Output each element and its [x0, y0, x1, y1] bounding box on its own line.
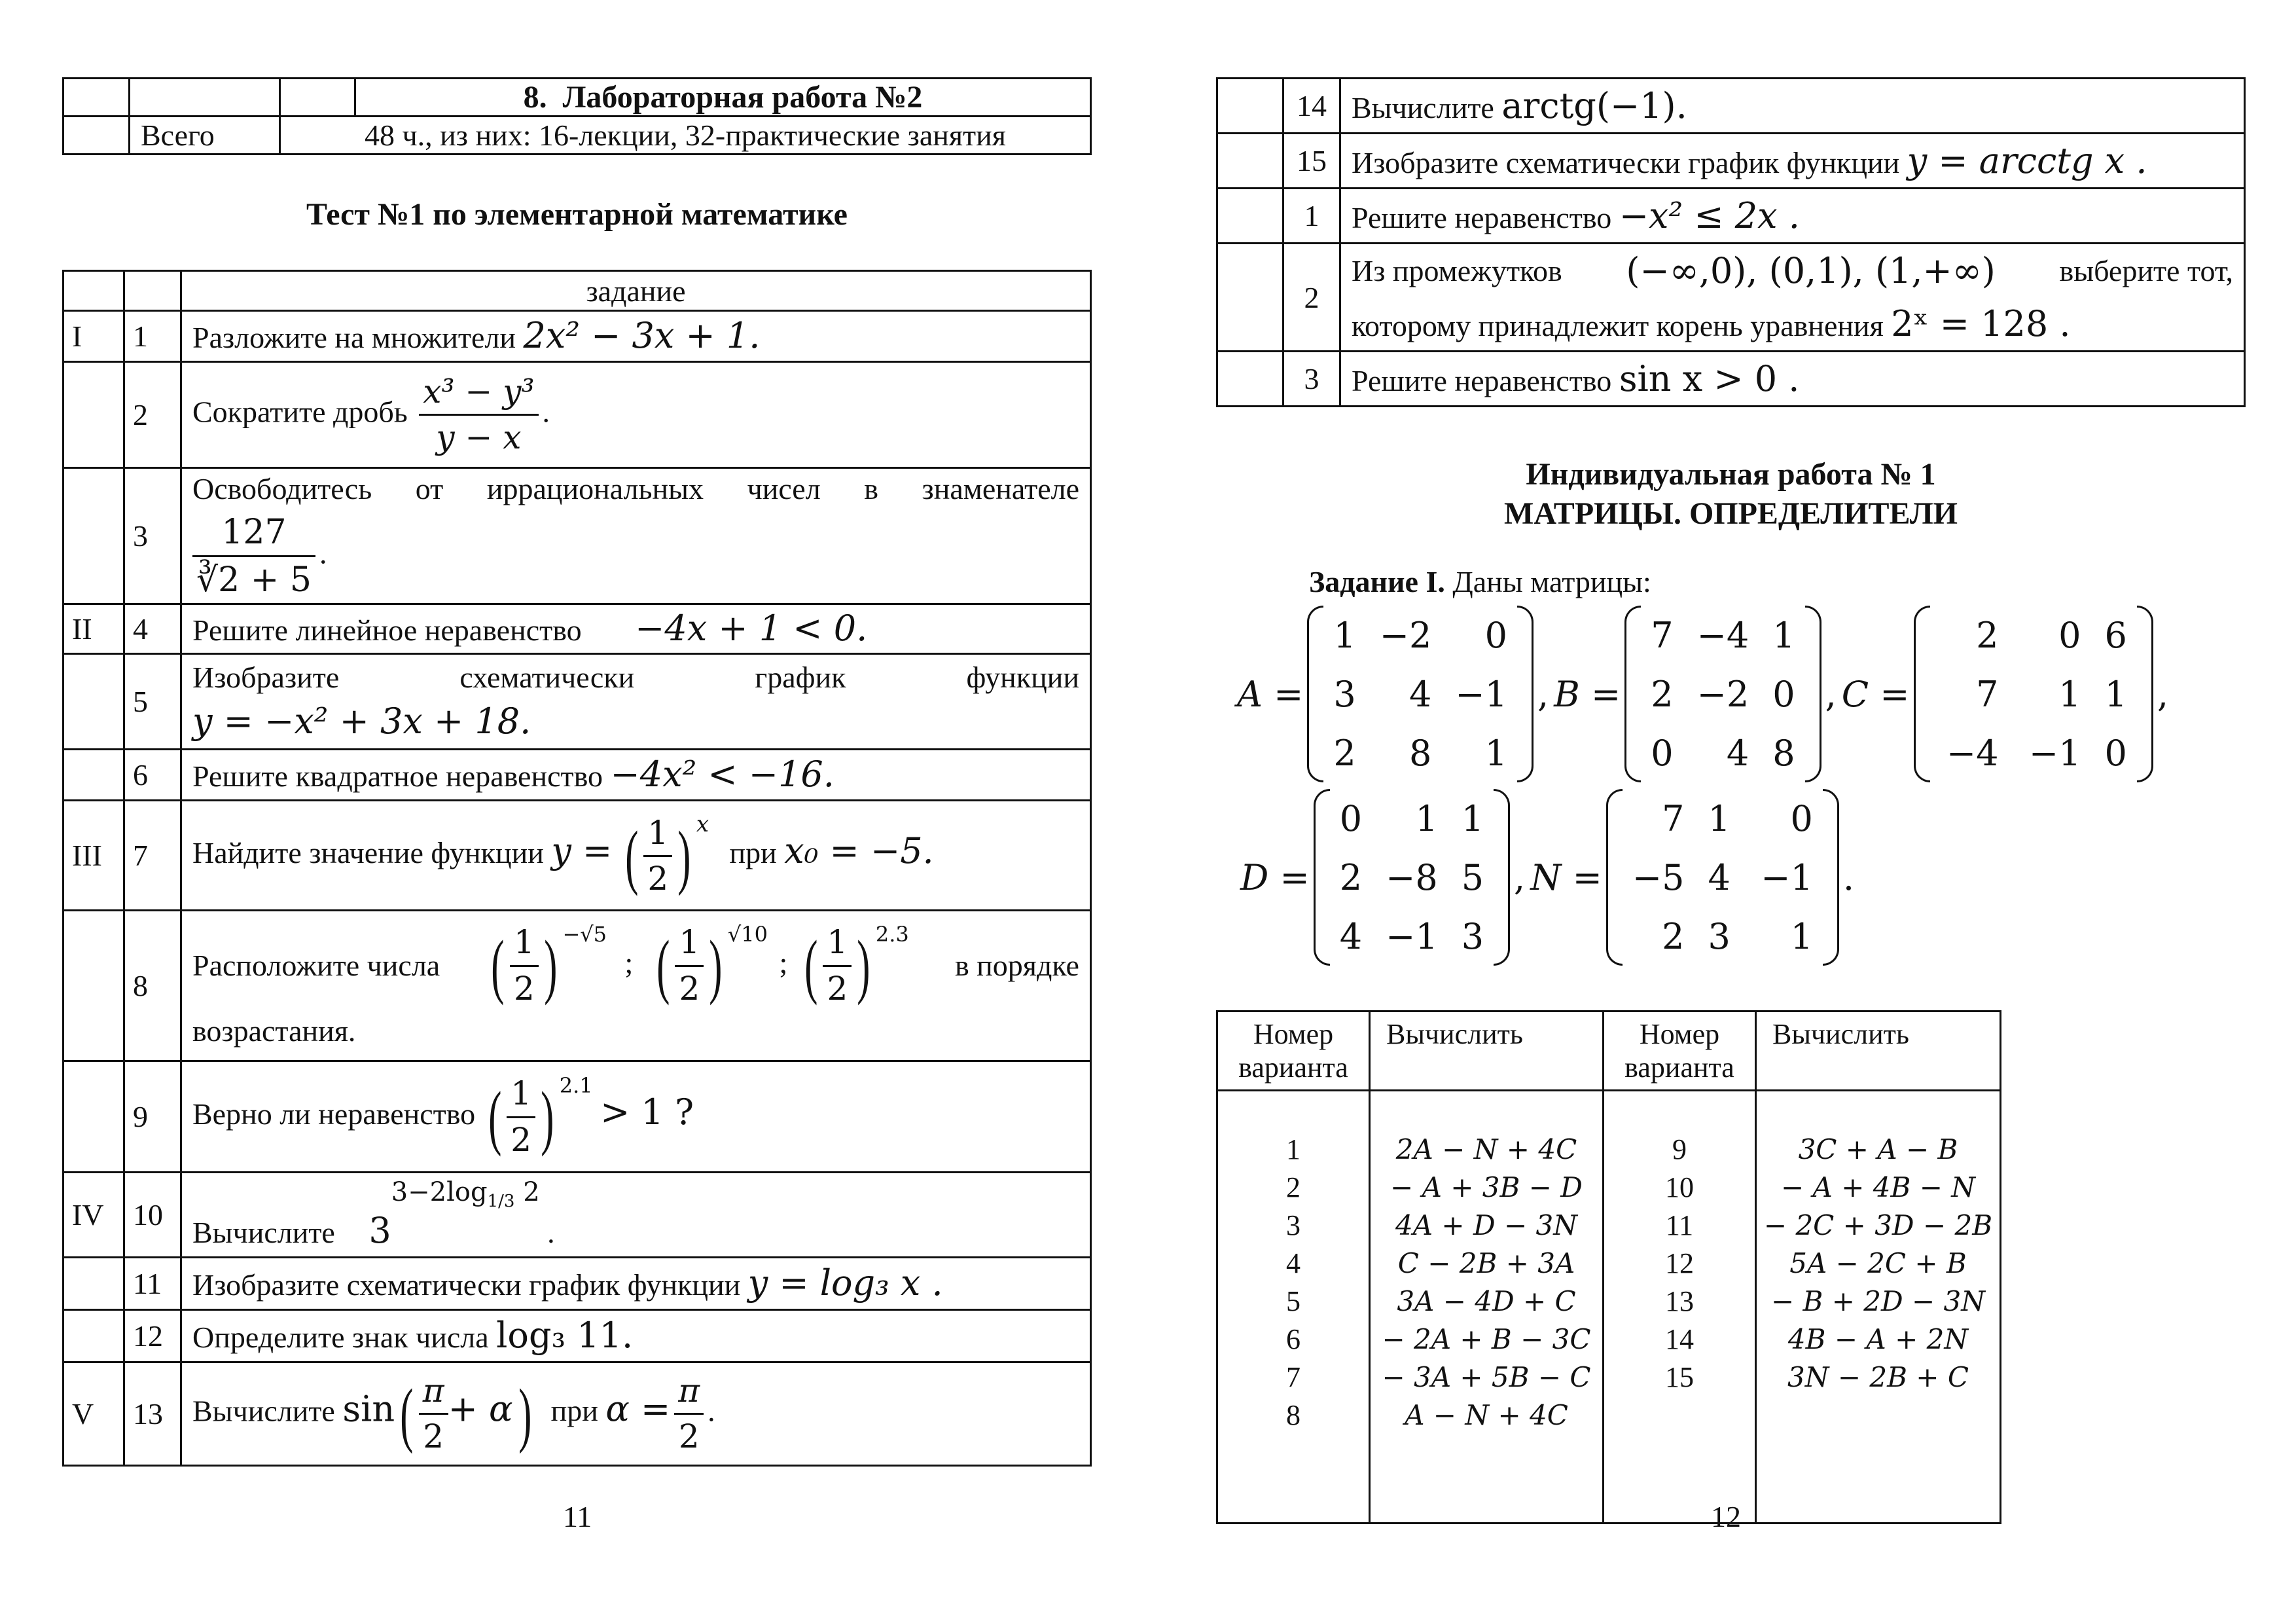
variants-table: [1216, 1010, 2001, 1524]
text-cell: 4: [1708, 856, 1731, 898]
text-cell: −1: [1386, 915, 1438, 957]
text-cell: 4: [1726, 732, 1749, 774]
fraction: [675, 921, 704, 1011]
text-cell: 2: [124, 362, 181, 468]
table-row: [1217, 134, 2245, 189]
table-row: [63, 604, 1091, 654]
text-cell: 1: [823, 921, 852, 967]
text-cell: − 2C + 3D − 2B: [1763, 1209, 1993, 1241]
text-cell: 8.: [523, 80, 547, 115]
text-cell: 2: [1651, 673, 1674, 715]
text-cell: 1: [507, 1072, 535, 1118]
text-cell: Изобразите схематически график функции: [192, 1268, 741, 1302]
text-cell: sin: [342, 1388, 395, 1430]
text-cell: Верно ли неравенство: [192, 1097, 476, 1131]
text-cell: 1/3: [487, 1192, 515, 1212]
matrix-n: [1606, 789, 1839, 966]
text-cell: 3: [1333, 673, 1356, 715]
text-cell: Даны матрицы:: [1452, 565, 1651, 598]
left-paren-icon: (: [625, 816, 639, 896]
text-cell: 1: [1484, 732, 1507, 774]
text-cell: 3: [1461, 915, 1484, 957]
text-cell: ,: [1825, 673, 1837, 715]
text-cell: π: [674, 1369, 704, 1415]
text-cell: −x² ≤ 2x .: [1619, 195, 1800, 236]
text-cell: > 1 ?: [600, 1091, 694, 1133]
text-cell: 15: [1283, 134, 1340, 189]
text-cell: 8: [124, 911, 181, 1061]
individual-work-title: [1216, 455, 2246, 534]
text-cell: 13: [124, 1362, 181, 1466]
text-cell: 1: [1286, 1133, 1300, 1165]
text-cell: ,: [1537, 673, 1549, 715]
fraction: [507, 1072, 535, 1162]
text-cell: C − 2B + 3A: [1397, 1247, 1575, 1279]
right-paren-icon: ): [857, 926, 870, 1006]
text-cell: 0: [2058, 614, 2081, 656]
text-cell: Решите линейное неравенство: [192, 613, 582, 647]
text-cell: 6: [124, 750, 181, 801]
left-paren-icon: (: [491, 926, 505, 1006]
total-value: 48 ч., из них: 16-лекции, 32-практические занятия: [280, 117, 1091, 155]
table-row: [63, 750, 1091, 801]
text-cell: 4: [1339, 915, 1363, 957]
text-cell: 15: [1665, 1361, 1694, 1393]
text-cell: 8: [1409, 732, 1432, 774]
text-cell: 127: [192, 509, 315, 557]
text-cell: −4: [1696, 614, 1749, 656]
fraction: [510, 921, 539, 1011]
test-tasks-table-continued: [1216, 77, 2246, 407]
text-cell: ,: [2157, 673, 2169, 715]
text-cell: −4x + 1 < 0.: [635, 608, 868, 649]
text-cell: 3N − 2B + C: [1787, 1361, 1969, 1393]
text-cell: МАТРИЦЫ. ОПРЕДЕЛИТЕЛИ: [1504, 496, 1958, 531]
page-number: 11: [563, 1500, 592, 1533]
text-cell: sin x > 0 .: [1619, 358, 1800, 399]
text-cell: Сократите дробь: [192, 395, 408, 429]
text-cell: 10: [1665, 1171, 1694, 1203]
text-cell: 2: [1662, 915, 1685, 957]
lab-title-cell: [355, 79, 1091, 117]
left-paren-icon: (: [656, 926, 670, 1006]
text-cell: x: [696, 811, 709, 838]
table-row: [1217, 352, 2245, 407]
text-cell: A =: [1237, 673, 1304, 715]
text-cell: в порядке: [954, 948, 1079, 982]
text-cell: − 2A + B − 3C: [1382, 1323, 1591, 1355]
text-cell: 2A − N + 4C: [1395, 1133, 1577, 1165]
text-cell: −5: [1632, 856, 1685, 898]
text-cell: 3A − 4D + C: [1397, 1285, 1576, 1317]
text-cell: 1: [675, 921, 704, 967]
text-cell: 5: [1461, 856, 1484, 898]
text-cell: 0: [1484, 614, 1507, 656]
text-cell: 2: [511, 1120, 532, 1159]
text-cell: 5A − 2C + B: [1789, 1247, 1967, 1279]
text-cell: − A + 3B − D: [1390, 1171, 1583, 1203]
text-cell: 4B − A + 2N: [1787, 1323, 1969, 1355]
text-cell: log₃ 11.: [496, 1315, 634, 1357]
text-cell: 2: [523, 1177, 540, 1208]
text-cell: Вычислите: [192, 1216, 335, 1250]
matrix-d: [1314, 789, 1510, 966]
text-cell: Изобразите схематически график функции: [1352, 146, 1900, 179]
text-cell: 4A + D − 3N: [1395, 1209, 1577, 1241]
text-cell: − B + 2D − 3N: [1770, 1285, 1986, 1317]
text-cell: Вычислить: [1756, 1012, 2001, 1091]
text-cell: 0: [1772, 673, 1795, 715]
text-cell: II: [63, 604, 124, 654]
text-cell: 7: [124, 801, 181, 911]
text-cell: ∛2 + 5: [196, 560, 312, 600]
fraction: [674, 1369, 704, 1459]
text-cell: 6: [2104, 614, 2127, 656]
text-cell: .: [547, 1216, 555, 1250]
text-cell: 2: [647, 860, 669, 898]
text-cell: 0: [1339, 797, 1363, 839]
text-cell: 11: [1665, 1209, 1694, 1241]
text-cell: 12: [124, 1310, 181, 1362]
text-cell: − A + 4B − N: [1781, 1171, 1975, 1203]
text-cell: ;: [624, 945, 634, 979]
matrices-row-2: [1240, 789, 1854, 966]
text-cell: 2x² − 3x + 1.: [523, 315, 761, 357]
text-cell: 6: [1286, 1323, 1300, 1355]
text-cell: которому принадлежит корень уравнения: [1352, 309, 1884, 342]
table-row: [63, 1258, 1091, 1310]
page-number: 12: [1711, 1500, 1741, 1533]
text-cell: −2: [1379, 614, 1432, 656]
text-cell: 2: [1283, 244, 1340, 352]
text-cell: 1: [1772, 614, 1795, 656]
text-cell: 4: [1409, 673, 1432, 715]
text-cell: √10: [727, 921, 768, 947]
table-row: [63, 1310, 1091, 1362]
table-row: [1217, 244, 2245, 352]
table-row: [63, 1061, 1091, 1173]
text-cell: D =: [1240, 856, 1310, 898]
text-cell: 12: [1665, 1247, 1694, 1279]
right-paren-icon: ): [541, 1077, 554, 1158]
text-cell: −1: [1455, 673, 1507, 715]
table-row: [63, 1362, 1091, 1466]
matrix-b: [1624, 606, 1821, 782]
text-cell: Найдите значение функции: [192, 836, 544, 870]
text-cell: x₀ = −5.: [784, 830, 934, 872]
text-cell: −1: [2028, 732, 2081, 774]
left-paren-icon: (: [488, 1077, 502, 1158]
text-cell: 3: [1283, 352, 1340, 407]
table-body-row: [1217, 1091, 2001, 1523]
text-cell: π: [419, 1369, 448, 1415]
text-cell: 3: [1286, 1209, 1300, 1241]
text-cell: 2ˣ = 128 .: [1891, 303, 2071, 344]
text-cell: Освободитесь от иррациональных чисел в знаменателе: [192, 472, 1079, 505]
text-cell: III: [63, 801, 124, 911]
text-cell: y =: [551, 830, 613, 872]
text-cell: Решите квадратное неравенство: [192, 759, 603, 793]
text-cell: 3: [1708, 915, 1731, 957]
text-cell: 5: [124, 654, 181, 750]
text-cell: −4x² < −16.: [610, 754, 834, 795]
text-cell: 9: [124, 1061, 181, 1173]
text-cell: + α: [448, 1388, 513, 1430]
text-cell: arctg(−1).: [1501, 85, 1687, 126]
text-cell: −4: [1946, 732, 1999, 774]
text-cell: 2: [514, 969, 535, 1008]
text-cell: N =: [1530, 856, 1602, 898]
right-paren-icon: ): [544, 926, 558, 1006]
text-cell: 1: [1461, 797, 1484, 839]
total-label: Всего: [130, 117, 280, 155]
text-cell: 7: [1651, 614, 1674, 656]
text-cell: 2: [423, 1417, 444, 1456]
fraction: [643, 811, 672, 902]
text-cell: Вычислить: [1370, 1012, 1604, 1091]
text-cell: 1: [1790, 915, 1813, 957]
text-cell: 7: [1976, 673, 1999, 715]
text-cell: −1: [1761, 856, 1813, 898]
matrices-row-1: [1237, 606, 2168, 782]
text-cell: Определите знак числа: [192, 1321, 489, 1355]
text-cell: 14: [1283, 79, 1340, 134]
text-cell: 2.1: [559, 1072, 593, 1098]
text-cell: IV: [63, 1173, 124, 1258]
right-paren-icon: ): [709, 926, 723, 1006]
table-row: [63, 654, 1091, 750]
text-cell: I: [63, 311, 124, 362]
text-cell: 10: [124, 1173, 181, 1258]
table-row: [63, 911, 1091, 1061]
text-cell: y = arcctg x .: [1907, 140, 2147, 181]
text-cell: Расположите числа: [192, 948, 440, 982]
text-cell: y = log₃ x .: [747, 1262, 943, 1304]
table-row: [63, 801, 1091, 911]
text-cell: 4: [124, 604, 181, 654]
text-cell: 1: [2058, 673, 2081, 715]
right-paren-icon: ): [518, 1374, 531, 1454]
test-title: Тест №1 по элементарной математике: [306, 197, 848, 232]
text-cell: Номер варианта: [1217, 1012, 1370, 1091]
text-cell: 1: [2104, 673, 2127, 715]
text-cell: B =: [1554, 673, 1621, 715]
text-cell: y = −x² + 3x + 18.: [192, 701, 531, 742]
test-tasks-table: [62, 270, 1092, 1467]
text-cell: Из промежутков: [1352, 254, 1562, 287]
text-cell: Вычислите: [1352, 91, 1494, 124]
fraction: [823, 921, 852, 1011]
fraction: [419, 1369, 448, 1459]
text-cell: 2.3: [875, 921, 909, 947]
tasks-header: задание: [181, 271, 1091, 311]
text-cell: Вычислите: [192, 1394, 335, 1428]
text-cell: возрастания.: [192, 1014, 356, 1048]
text-cell: 7: [1662, 797, 1685, 839]
text-cell: Решите неравенство: [1352, 201, 1612, 234]
matrix-a: [1307, 606, 1534, 782]
text-cell: Номер варианта: [1604, 1012, 1756, 1091]
matrix-c: [1914, 606, 2153, 782]
text-cell: 1: [643, 811, 672, 858]
text-cell: Изобразите схематически график функции: [192, 661, 1079, 695]
text-cell: x³ − y³: [419, 370, 538, 416]
text-cell: 2: [1333, 732, 1356, 774]
text-cell: 14: [1665, 1323, 1694, 1355]
text-cell: 2: [827, 969, 848, 1008]
text-cell: 1: [1708, 797, 1731, 839]
text-cell: A − N + 4C: [1405, 1399, 1568, 1431]
text-cell: выберите тот,: [2059, 254, 2233, 287]
text-cell: 11: [124, 1258, 181, 1310]
text-cell: ;: [779, 945, 788, 979]
table-header-row: [1217, 1012, 2001, 1091]
text-cell: −2: [1696, 673, 1749, 715]
text-cell: 1: [510, 921, 539, 967]
text-cell: 0: [1651, 732, 1674, 774]
table-row: [1217, 79, 2245, 134]
text-cell: 13: [1665, 1285, 1694, 1317]
text-cell: (−∞,0), (0,1), (1,+∞): [1626, 250, 1996, 291]
text-cell: 1: [1415, 797, 1438, 839]
text-cell: 0: [1790, 797, 1813, 839]
text-cell: − 3A + 5B − C: [1382, 1361, 1591, 1393]
left-paren-icon: (: [804, 926, 818, 1006]
right-paren-icon: ): [677, 816, 691, 896]
text-cell: α =: [605, 1388, 671, 1430]
fraction: [192, 509, 315, 603]
text-cell: Задание I.: [1309, 565, 1445, 598]
text-cell: −8: [1386, 856, 1438, 898]
table-row: [63, 468, 1091, 604]
text-cell: y − x: [436, 418, 522, 456]
table-row: [63, 311, 1091, 362]
text-cell: Разложите на множители: [192, 321, 516, 355]
text-cell: Решите неравенство: [1352, 364, 1612, 397]
lab-header-table: [62, 77, 1092, 155]
text-cell: 3−2log: [391, 1177, 488, 1208]
text-cell: 9: [1672, 1133, 1687, 1165]
text-cell: 2: [679, 969, 700, 1008]
text-cell: 1: [1333, 614, 1356, 656]
text-cell: 5: [1286, 1285, 1300, 1317]
text-cell: 8: [1772, 732, 1795, 774]
text-cell: 3: [368, 1210, 391, 1252]
text-cell: 4: [1286, 1247, 1300, 1279]
text-cell: 0: [2104, 732, 2127, 774]
table-row: [63, 362, 1091, 468]
text-cell: .: [319, 536, 327, 570]
fraction: [419, 370, 538, 460]
text-cell: 2: [1286, 1171, 1300, 1203]
text-cell: .: [1842, 856, 1855, 898]
task-heading: [1309, 564, 1651, 599]
text-cell: 1: [1283, 189, 1340, 244]
text-cell: при: [550, 1394, 598, 1428]
table-row: [63, 1173, 1091, 1258]
text-cell: 8: [1286, 1399, 1300, 1431]
text-cell: 3: [124, 468, 181, 604]
text-cell: −√5: [562, 921, 607, 947]
text-cell: Индивидуальная работа № 1: [1526, 457, 1936, 492]
text-cell: 2: [1339, 856, 1363, 898]
text-cell: 1: [124, 311, 181, 362]
text-cell: 7: [1286, 1361, 1300, 1393]
text-cell: ,: [1514, 856, 1526, 898]
text-cell: V: [63, 1362, 124, 1466]
text-cell: 3C + A − B: [1798, 1133, 1958, 1165]
text-cell: 2: [1976, 614, 1999, 656]
text-cell: .: [542, 395, 550, 429]
left-paren-icon: (: [400, 1374, 414, 1454]
table-row: [1217, 189, 2245, 244]
text-cell: при: [729, 836, 777, 870]
text-cell: .: [708, 1394, 715, 1428]
text-cell: Лабораторная работа №2: [562, 80, 923, 115]
text-cell: C =: [1841, 673, 1910, 715]
text-cell: 2: [678, 1417, 700, 1456]
